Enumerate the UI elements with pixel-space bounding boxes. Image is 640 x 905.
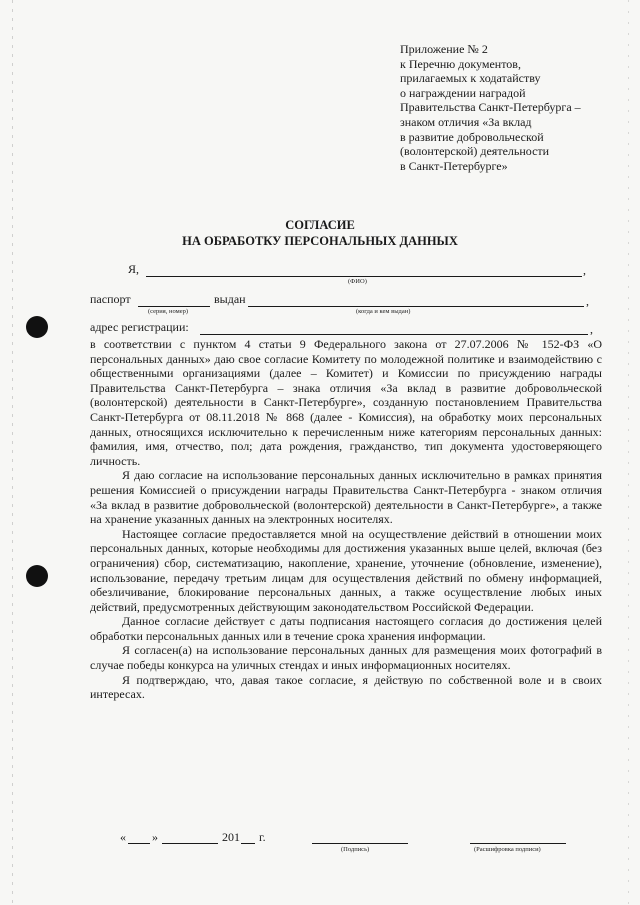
issued-caption: (когда и кем выдан): [356, 308, 411, 315]
paragraph-validity: Данное согласие действует с даты подписания настоящего согласия до достижения целей обработки персональных данных или в течение срока хранения информации.: [90, 614, 602, 643]
document-subtitle: НА ОБРАБОТКУ ПЕРСОНАЛЬНЫХ ДАННЫХ: [182, 234, 458, 248]
signature-field[interactable]: [312, 843, 408, 844]
paragraph-legal-basis: в соответствии с пунктом 4 статьи 9 Федерального закона от 27.07.2006 № 152-ФЗ «О персональных данных» даю свое согласие Комитету по молодежной политике и взаимодействию с общественными организациями (далее – Комитет) и Комиссии по присуждению награды Правительства Санкт-Петербурга – знака отличия «За вклад в развитие добровольческой (волонтерской) деятельности в Санкт-Петербурге», созданную постановлением Правительства Санкт-Петербурга от 08.11.2018 № 868 (далее - Комиссия), на обработку моих персональных данных, относящихся исключительно к перечисленным ниже категориям персональных данных: фамилия, имя, отчество, пол; дата рождения, гражданство, тип документа удостоверяющего личность.: [90, 337, 602, 468]
passport-series-caption: (серия, номер): [148, 308, 188, 315]
appendix-line: знаком отличия «За вклад: [400, 114, 532, 129]
consent-body: [90, 337, 602, 702]
decoding-caption: (Расшифровка подписи): [474, 846, 541, 853]
fio-comma: ,: [583, 263, 586, 277]
appendix-line: Приложение № 2: [400, 42, 488, 56]
signature-caption: (Подпись): [341, 846, 370, 853]
appendix-line: о награждении наградой: [400, 85, 526, 100]
fio-caption: (ФИО): [348, 278, 367, 285]
address-label: адрес регистрации:: [90, 320, 189, 334]
appendix-line: Правительства Санкт-Петербурга –: [400, 100, 581, 115]
date-day-field[interactable]: [128, 843, 150, 844]
address-comma: ,: [590, 322, 593, 336]
scan-edge-left: [12, 0, 13, 905]
scan-edge-right: [628, 0, 629, 905]
appendix-line: прилагаемых к ходатайству: [400, 71, 541, 86]
paragraph-usage: Я даю согласие на использование персональных данных исключительно в рамках принятия решения Комиссией о присуждении награды Правительства Санкт-Петербурга - знаком отличия «За вклад в развитие добровольческой (волонтерской) деятельности в Санкт-Петербурге», а также на хранение указанных данных на электронных носителях.: [90, 468, 602, 527]
issued-by-field[interactable]: [248, 306, 584, 307]
paragraph-photos: Я согласен(а) на использование персональных данных для размещения моих фотографий в случае победы конкурса на уличных стендах и иных информационных носителях.: [90, 643, 602, 673]
document-title: СОГЛАСИЕ: [285, 218, 355, 232]
issued-comma: ,: [586, 294, 589, 308]
issued-label: выдан: [214, 292, 246, 306]
signature-decoding-field[interactable]: [470, 843, 566, 844]
paragraph-confirmation: Я подтверждаю, что, давая такое согласие, я действую по собственной воле и в своих интересах.: [90, 672, 602, 702]
date-quote-close: »: [152, 830, 158, 844]
fio-field[interactable]: [146, 276, 582, 277]
appendix-block: [400, 42, 615, 173]
date-quote-open: «: [120, 830, 126, 844]
passport-number-field[interactable]: [138, 306, 210, 307]
date-year-field[interactable]: [241, 843, 255, 844]
appendix-line: (волонтерской) деятельности: [400, 144, 550, 159]
date-month-field[interactable]: [162, 843, 218, 844]
passport-label: паспорт: [90, 292, 131, 306]
punch-hole-bottom: [26, 565, 48, 587]
year-prefix: 201: [222, 830, 240, 844]
year-suffix: г.: [259, 830, 266, 844]
address-field[interactable]: [200, 334, 588, 335]
i-label: Я,: [128, 262, 140, 276]
appendix-line: в развитие добровольческой: [400, 129, 544, 144]
punch-hole-top: [26, 316, 48, 338]
appendix-line: к Перечню документов,: [400, 56, 521, 71]
paragraph-actions: Настоящее согласие предоставляется мной на осуществление действий в отношении моих персональных данных, которые необходимы для достижения указанных выше целей, включая (без ограничения) сбор, систематизацию, накопление, хранение, уточнение (обновление, изменение), использование, передачу третьим лицам для осуществления действий по обмену информацией, обезличивание, блокирование персональных данных, а также осуществление любых иных действий, предусмотренных действующим законодательством Российской Федерации.: [90, 526, 602, 614]
appendix-line: в Санкт-Петербурге»: [400, 158, 508, 173]
